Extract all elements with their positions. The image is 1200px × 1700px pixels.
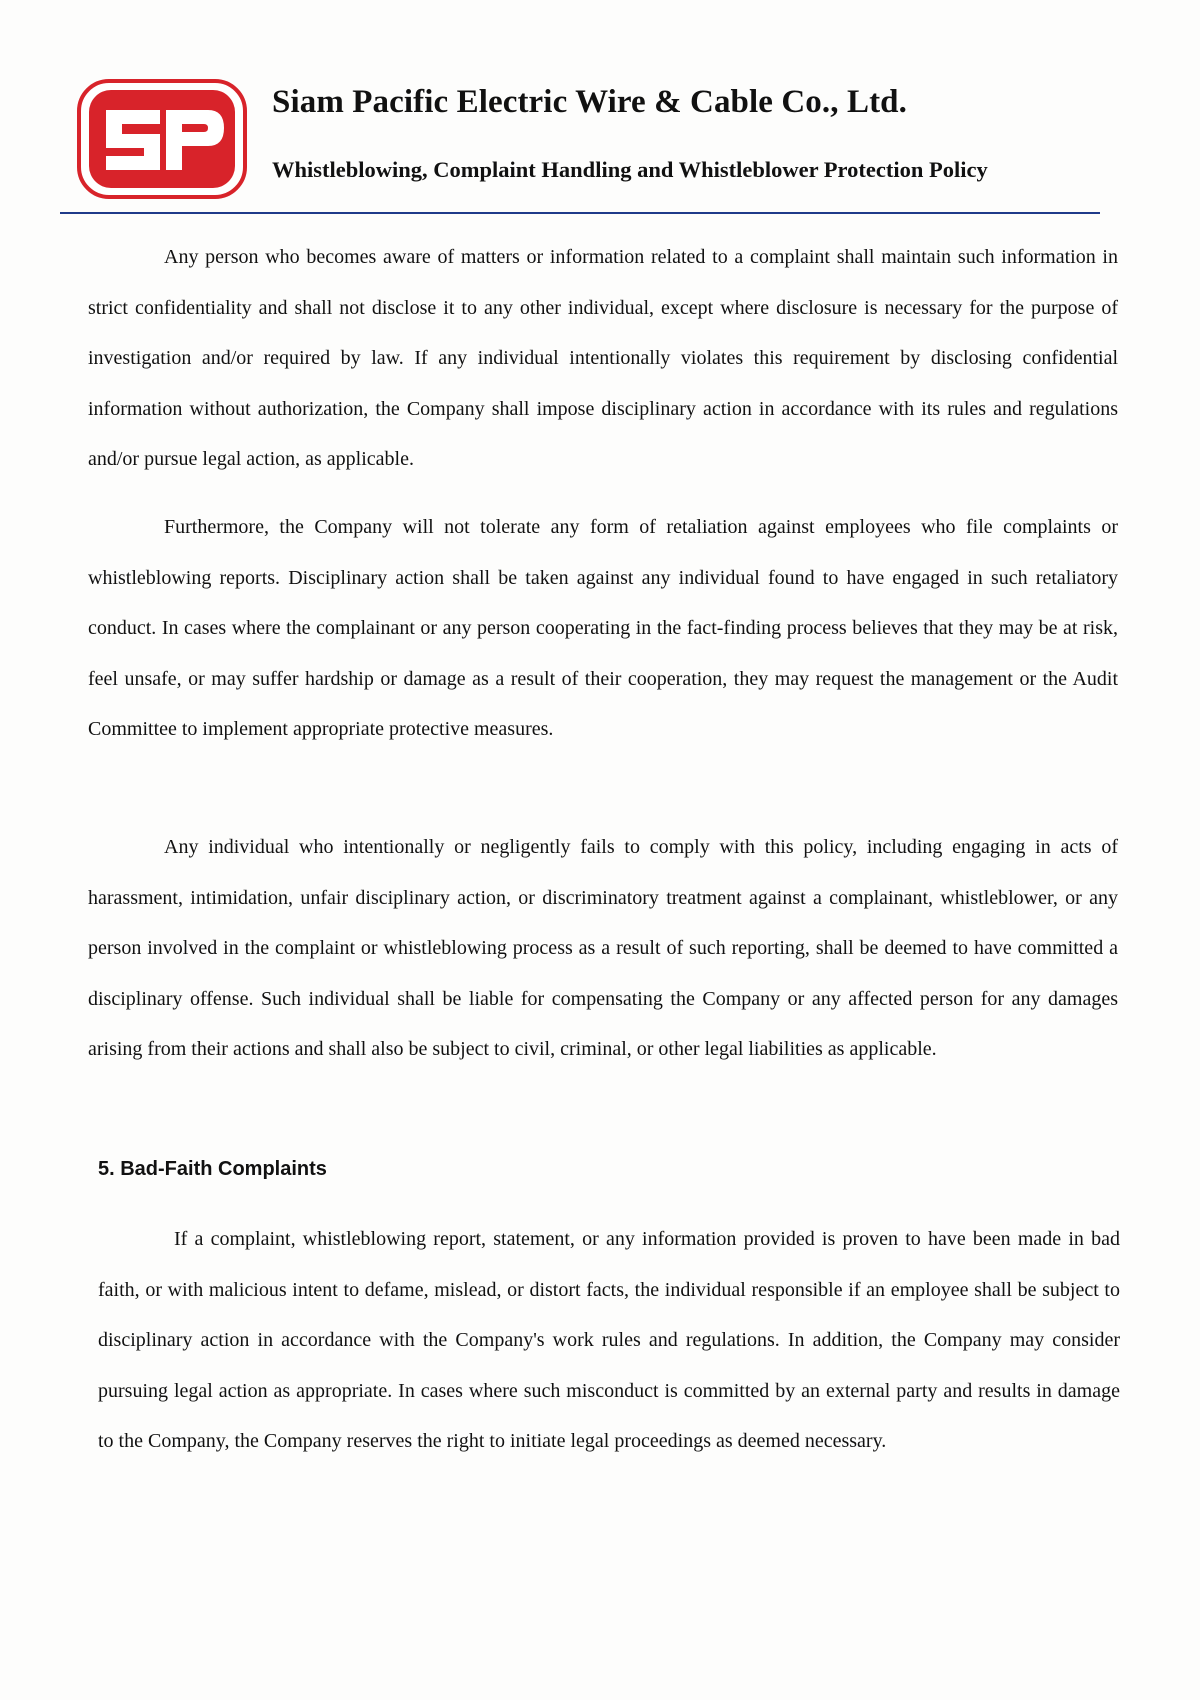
paragraph-confidentiality: Any person who becomes aware of matters or information related to a complaint shall maintain such information in strict confidentiality and shall not disclose it to any other individual, except where disclosure is necessary for the purpose of investigation and/or required by law. If any individual intentionally violates this requirement by disclosing confidential information without authorization, the Company shall impose disciplinary action in accordance with its rules and regulations and/or pursue legal action, as applicable. <box>88 246 1118 470</box>
company-name: Siam Pacific Electric Wire & Cable Co., Ltd. <box>272 84 907 120</box>
paragraph-non-compliance: Any individual who intentionally or negligently fails to comply with this policy, including engaging in acts of harassment, intimidation, unfair disciplinary action, or discriminatory treatment against a complainant, whistleblower, or any person involved in the complaint or whistleblowing process as a result of such reporting, shall be deemed to have committed a disciplinary offense. Such individual shall be liable for compensating the Company or any affected person for any damages arising from their actions and shall also be subject to civil, criminal, or other legal liabilities as applicable. <box>88 836 1118 1060</box>
section-heading-bad-faith: 5. Bad-Faith Complaints <box>98 1158 327 1180</box>
company-logo <box>76 78 248 200</box>
paragraph-anti-retaliation: Furthermore, the Company will not tolerate any form of retaliation against employees who file complaints or whistleblowing reports. Disciplinary action shall be taken against any individual found to have engaged in such retaliatory conduct. In cases where the complainant or any person cooperating in the fact-finding process believes that they may be at risk, feel unsafe, or may suffer hardship or damage as a result of their cooperation, they may request the management or the Audit Committee to implement appropriate protective measures. <box>88 516 1118 740</box>
paragraph-bad-faith: If a complaint, whistleblowing report, statement, or any information provided is proven to have been made in bad faith, or with malicious intent to defame, mislead, or distort facts, the individual responsible if an employee shall be subject to disciplinary action in accordance with the Company's work rules and regulations. In addition, the Company may consider pursuing legal action as appropriate. In cases where such misconduct is committed by an external party and results in damage to the Company, the Company reserves the right to initiate legal proceedings as deemed necessary. <box>98 1228 1120 1452</box>
header-divider <box>60 212 1100 214</box>
policy-title: Whistleblowing, Complaint Handling and Whistleblower Protection Policy <box>272 157 988 182</box>
